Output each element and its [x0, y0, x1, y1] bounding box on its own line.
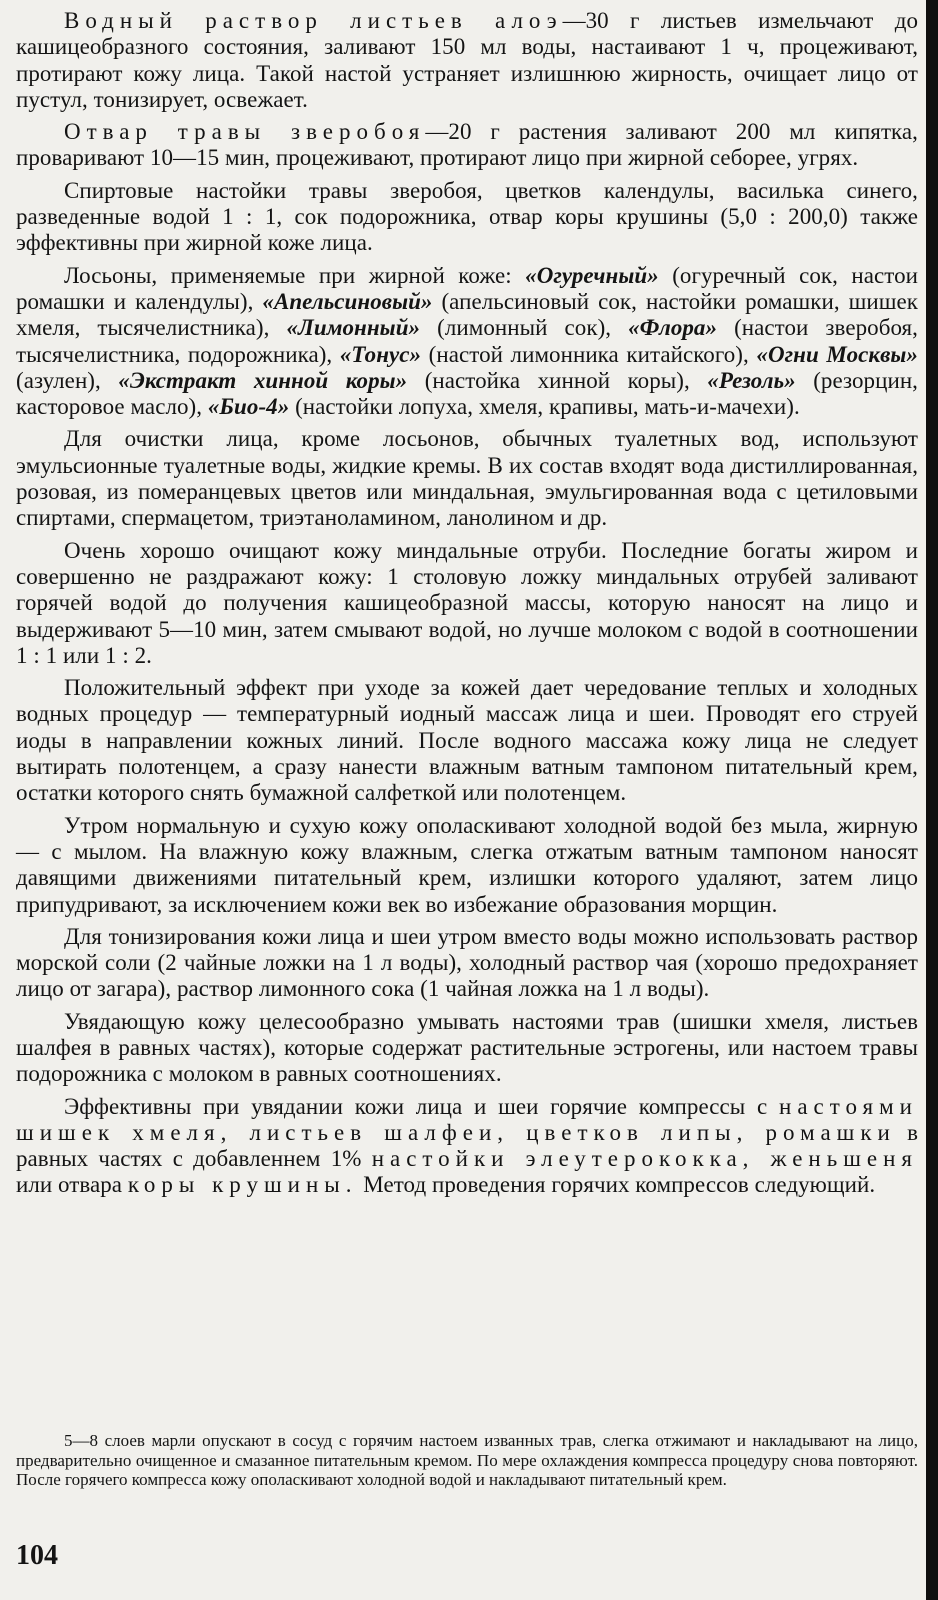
- paragraph-text: (настой лимонника китайского),: [421, 341, 757, 367]
- lotion-name: «Лимонный»: [286, 315, 421, 341]
- footnote: 5—8 слоев марли опускают в сосуд с горячим настоем изванных трав, слегка отжимают и накладывают на лицо, предварительно очищенное и смазанное питательным кремом. По мере охлаждения компресса процедуру снова повторяют. После горячего компресса кожу ополаскивают холодной водой и накладывают питательный крем.: [16, 1431, 918, 1489]
- paragraph-almond-bran: Очень хорошо очищают кожу миндальные отруби. Последние богаты жиром и совершенно не раздражают кожу: 1 столовую ложку миндальных отрубей заливают горячей водой до получения кашицеобразной массы, которую наносят на лицо и выдерживают 5—10 мин, затем смывают водой, но лучше молоком с водой в соотношении 1 : 1 или 1 : 2.: [16, 537, 918, 668]
- paragraph-text: (огуречный сок, настои ромашки и календулы),: [16, 262, 918, 314]
- paragraph-text: Метод проведения горячих компрессов следующий.: [357, 1172, 876, 1198]
- lotion-name: «Резоль»: [707, 367, 796, 393]
- main-text: [16, 8, 918, 1205]
- paragraph-compresses: [16, 1094, 918, 1199]
- paragraph-text: (настойки лопуха, хмеля, крапивы, мать-и-мачехи).: [289, 394, 800, 420]
- lotion-name: «Огни Москвы»: [756, 341, 918, 367]
- paragraph-text: (резорцин, касторовое масло),: [16, 367, 918, 420]
- paragraph-text: (лимонный сок),: [420, 315, 629, 341]
- paragraph-morning-care: Утром нормальную и сухую кожу ополаскивают холодной водой без мыла, жирную — с мылом. На влажную кожу влажным, слегка отжатым ватным тампоном наносят давящими движениями питательный крем, излишки которого удаляют, затем лицо припудривают, за исключением кожи век во избежание образования морщин.: [16, 812, 918, 917]
- lotion-name: «Био-4»: [207, 394, 290, 420]
- lotion-name: «Флора»: [628, 315, 718, 341]
- paragraph-aloe: [16, 8, 918, 113]
- paragraph-tinctures: Спиртовые настойки травы зверобоя, цветков календулы, василька синего, разведенные водой 1 : 1, сок подорожника, отвар коры крушины (5,0 : 200,0) также эффективны при жирной коже лица.: [16, 177, 918, 256]
- spaced-text: настойки элеутерококка, женьшеня: [371, 1146, 919, 1172]
- paragraph-text: —20 г растения заливают 200 мл кипятка, проваривают 10—15 мин, процеживают, протирают лицо при жирной себорее, угрях.: [16, 119, 918, 171]
- page-number: 104: [16, 1540, 58, 1571]
- spaced-text: коры крушины.: [127, 1172, 358, 1198]
- paragraph-text: Лосьоны, применяемые при жирной коже:: [64, 262, 526, 288]
- paragraph-aging-skin: Увядающую кожу целесообразно умывать настоями трав (шишки хмеля, листьев шалфея в равных частях), которые содержат растительные эстрогены, или настоем травы подорожника с молоком в равных соотношениях.: [16, 1008, 918, 1087]
- spaced-heading: Водный раствор листьев алоэ: [64, 8, 563, 33]
- spaced-text: настоями шишек хмеля, листьев шалфеи, цветков липы, ромашки: [16, 1093, 918, 1145]
- paragraph-text: (настои зверобоя, тысячелистника, подорожника),: [16, 315, 918, 367]
- paragraph-cleansing: Для очистки лица, кроме лосьонов, обычных туалетных вод, используют эмульсионные туалетные воды, жидкие кремы. В их состав входят вода дистиллированная, розовая, из померанцевых цветов или миндальная, эмульгированная вода с цетиловыми спиртами, спермацетом, триэтаноламином, ланолином и др.: [16, 426, 918, 531]
- page-edge-shadow: [926, 0, 938, 1600]
- lotion-name: «Тонус»: [339, 341, 422, 367]
- paragraph-st-johns-wort: [16, 119, 918, 172]
- paragraph-massage: Положительный эффект при уходе за кожей дает чередование теплых и холодных водных процедур — температурный иодный массаж лица и шеи. Проводят его струей иоды в направлении кожных линий. После водного массажа кожу лица не следует вытирать полотенцем, а сразу нанести влажным ватным тампоном питательный крем, остатки которого снять бумажной салфеткой или полотенцем.: [16, 675, 918, 806]
- paragraph-text: (азулен),: [16, 367, 119, 393]
- lotion-name: «Экстракт хинной коры»: [118, 367, 408, 393]
- lotion-name: «Апельсиновый»: [262, 288, 433, 314]
- paragraph-text: —30 г листьев измельчают до кашицеобразного состояния, заливают 150 мл воды, настаивают 1 ч, процеживают, протирают кожу лица. Такой настой устраняет излишнюю жирность, очищает лицо от пустул, тонизирует, освежает.: [16, 8, 919, 112]
- lotion-name: «Огуречный»: [525, 262, 659, 288]
- spaced-heading: Отвар травы зверобоя: [64, 119, 426, 145]
- paragraph-text: Эффективны при увядании кожи лица и шеи горячие компрессы с: [64, 1093, 780, 1119]
- paragraph-text: (настойка хинной коры),: [407, 367, 708, 393]
- paragraph-text: или отвара: [16, 1172, 128, 1198]
- paragraph-lotions: [16, 263, 918, 421]
- paragraph-text: (апельсиновый сок, настойки ромашки, шишек хмеля, тысячелистника),: [16, 288, 918, 341]
- paragraph-text: в равных частях с добавленнем 1%: [16, 1119, 919, 1172]
- paragraph-toning: Для тонизирования кожи лица и шеи утром вместо воды можно использовать раствор морской соли (2 чайные ложки на 1 л воды), холодный раствор чая (хорошо предохраняет лицо от загара), раствор лимонного сока (1 чайная ложка на 1 л воды).: [16, 923, 918, 1002]
